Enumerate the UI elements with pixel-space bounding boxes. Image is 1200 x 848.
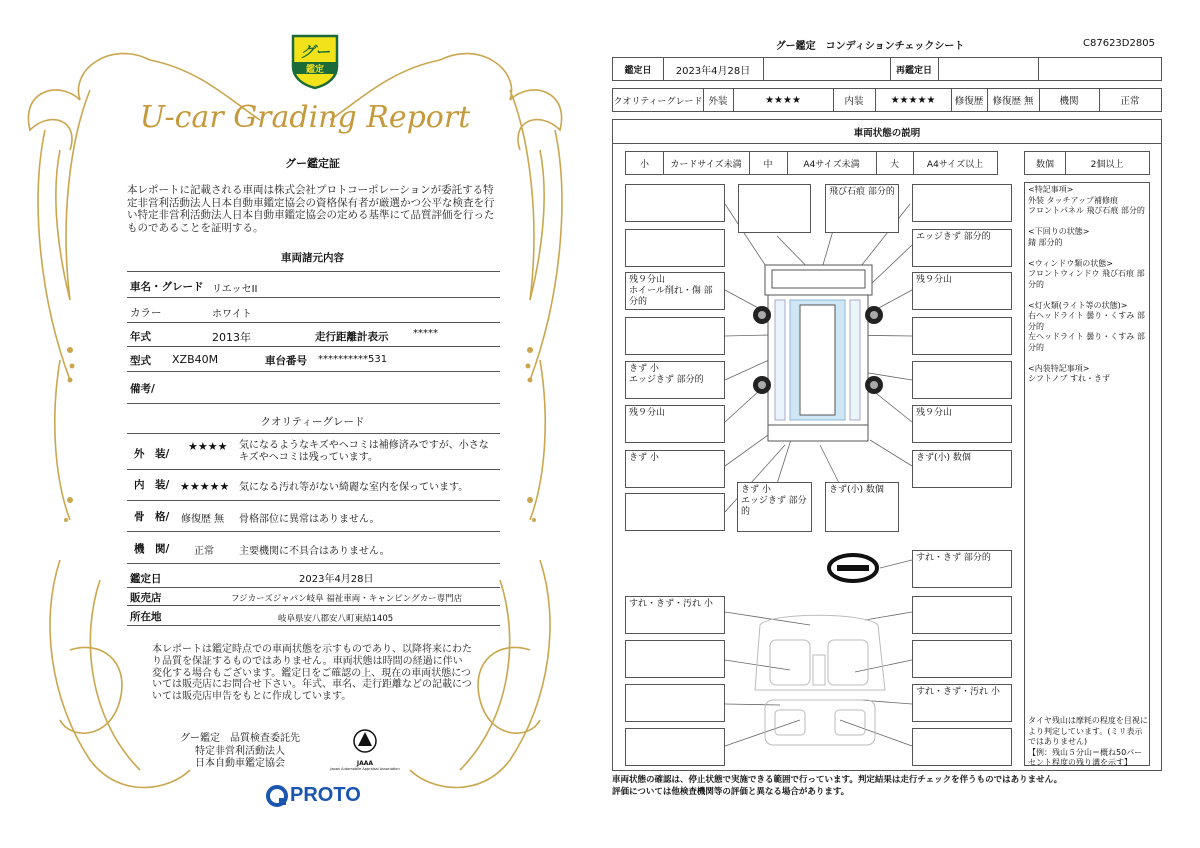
- divider: [127, 322, 500, 323]
- grade-engine-value: 正常: [1120, 96, 1140, 107]
- divider: [127, 587, 500, 588]
- appraisal-date-label: 鑑定日: [130, 573, 162, 585]
- address-value: 岐阜県安八郡安八町東結1405: [278, 614, 394, 624]
- proto-logo: [266, 784, 361, 807]
- divider: [127, 271, 500, 272]
- divider: [127, 371, 500, 372]
- divider: [127, 403, 500, 404]
- damage-box: [625, 640, 725, 678]
- footer-line: 特定非営利活動法人: [195, 745, 285, 757]
- state-title: 車両状態の説明: [613, 120, 1161, 144]
- jaaa-name: JAAA: [356, 760, 374, 767]
- condition-check-sheet: [600, 0, 1200, 848]
- color-value: ホワイト: [212, 309, 252, 320]
- exterior-text: 気になるようなキズやヘコミは補修済みですが、小さなキズやヘコミは残っています。: [239, 440, 489, 463]
- special-notes: <特記事項> 外装 タッチアップ補修痕 フロントパネル 飛び石痕 部分的 <下回りの状態> 錆 部分的 <ウィンドウ類の状態> フロントウィンドウ 飛び石痕 部分的 <灯火類(ライト等の状態)> 右ヘッドライト 曇り・くすみ 部分的 左ヘッドライト 曇り・くすみ 部分的 <内装特記事項> シフトノブ すれ・きず: [1028, 185, 1145, 383]
- legend-small-desc: カードサイズ未満: [670, 159, 742, 170]
- divider: [127, 563, 500, 564]
- dealer-label: 販売店: [130, 592, 162, 604]
- year-value: 2013年: [212, 331, 251, 344]
- exterior-stars: ★★★★: [188, 440, 228, 453]
- notes-column: [1024, 182, 1150, 766]
- legend-large-desc: A4サイズ以上: [926, 159, 984, 170]
- divider: [127, 469, 500, 470]
- damage-box: きず 小: [625, 450, 725, 488]
- certificate-intro: 本レポートに記載される車両は株式会社プロトコーポレーションが委託する特定非営利活動法人日本自動車鑑定協会の資格保有者が厳選かつ公平な検査を行い特定非営利活動法人日本自動車鑑定協会の定める基準にて品質評価を行ったものであることを証明する。: [127, 184, 495, 234]
- damage-box: [625, 317, 725, 355]
- grade-int-label: 内装: [844, 96, 864, 107]
- damage-box: エッジきず 部分的: [912, 229, 1012, 267]
- sheet-footer-1: 車両状態の確認は、停止状態で実施できる範囲で行っています。判定結果は走行チェックを伴うものではありません。: [612, 775, 1063, 785]
- quality-title: クオリティーグレード: [260, 416, 365, 428]
- name-label: 車名・グレード: [130, 281, 204, 293]
- damage-box: [912, 184, 1012, 222]
- odometer-label: 走行距離計表示: [315, 331, 389, 343]
- badge-top-text: グー: [299, 43, 330, 61]
- footer-line: 日本自動車鑑定協会: [195, 758, 285, 769]
- footer-line: グー鑑定 品質検査委託先: [180, 733, 300, 744]
- frame-text: 骨格部位に異常はありません。: [239, 514, 380, 525]
- divider: [127, 500, 500, 501]
- sheet-footer-2: 評価については他検査機関等の評価と異なる場合があります。: [612, 787, 850, 797]
- dealer-name: フジカーズジャパン岐阜 福祉車両・キャンピングカー専門店: [231, 594, 463, 604]
- tire-note: タイヤ残山は摩耗の程度を目視により判定しています。(ミリ表示ではありません) 【例：残山５分山＝概ね50パーセント程度の残り溝を示す】: [1028, 716, 1148, 767]
- grade-repair-label: 修復歴: [954, 96, 984, 107]
- grade-repair-value: 修復歴 無: [992, 96, 1034, 107]
- damage-box: すれ・きず・汚れ 小: [912, 684, 1012, 722]
- divider: [127, 531, 500, 532]
- date-value: 2023年4月28日: [675, 65, 751, 77]
- footer-org: [165, 733, 315, 771]
- goo-appraisal-badge: [287, 32, 343, 90]
- name-value: リエッセII: [212, 284, 258, 295]
- legend-count: 数個: [1035, 159, 1054, 170]
- damage-box: すれ・きず・汚れ 小: [625, 596, 725, 634]
- divider: [127, 625, 500, 626]
- damage-box: [625, 229, 725, 267]
- legend-mid-desc: A4サイズ未満: [803, 159, 860, 170]
- divider: [127, 346, 500, 347]
- damage-box: [912, 728, 1012, 766]
- damage-box: [625, 684, 725, 722]
- damage-box: 残９分山: [912, 405, 1012, 443]
- damage-box: [912, 596, 1012, 634]
- color-label: カラー: [130, 307, 162, 319]
- damage-box: [738, 184, 811, 233]
- steering-wheel-icon: [829, 555, 877, 581]
- address-label: 所在地: [130, 611, 162, 623]
- grade-engine-label: 機関: [1059, 96, 1079, 107]
- interior-label: 内 装/: [134, 479, 170, 491]
- sheet-title: グー鑑定 コンディションチェックシート: [775, 41, 965, 52]
- remarks-label: 備考/: [130, 383, 155, 395]
- divider: [127, 605, 500, 606]
- legend-small: 小: [639, 159, 649, 170]
- frame-label: 骨 格/: [134, 511, 170, 523]
- interior-stars: ★★★★★: [180, 480, 230, 493]
- damage-box: きず(小) 数個: [912, 450, 1012, 488]
- disclaimer: 本レポートは鑑定時点での車両状態を示すものであり、以降将来にわたり品質を保証するものではありません。車両状態は時間の経過に伴い変化する場合もございます。鑑定日をご確認の上、現在の車両状態については販売店にお問合せ下さい。年式、車名、走行距離などの記載については販売店申告をもとに作成しています。: [152, 644, 472, 703]
- model-value: XZB40M: [172, 353, 219, 366]
- grade-label: クオリティーグレード: [613, 96, 703, 107]
- script-title: U-car Grading Report: [139, 100, 471, 135]
- engine-value: 正常: [194, 546, 214, 557]
- grade-int-stars: ★★★★★: [890, 94, 936, 106]
- damage-box: 残９分山: [912, 272, 1012, 310]
- jaaa-emblem-icon: [352, 728, 378, 756]
- proto-wordmark: PROTO: [290, 784, 361, 806]
- legend-mid: 中: [763, 159, 773, 170]
- odometer-value: *****: [413, 328, 438, 339]
- damage-box: 残９分山 ホイール削れ・傷 部分的: [625, 272, 725, 310]
- interior-text: 気になる汚れ等がない綺麗な室内を保っています。: [239, 482, 469, 493]
- engine-text: 主要機関に不具合はありません。: [239, 546, 390, 557]
- damage-box: 飛び石痕 部分的: [825, 184, 899, 233]
- date-label: 鑑定日: [624, 65, 652, 76]
- certificate-heading: グー鑑定証: [285, 157, 340, 170]
- exterior-label: 外 装/: [134, 448, 170, 460]
- year-label: 年式: [130, 331, 151, 343]
- engine-label: 機 関/: [134, 543, 170, 555]
- reappraisal-label: 再鑑定日: [895, 65, 932, 76]
- frame-value: 修復歴 無: [181, 514, 225, 525]
- divider: [127, 297, 500, 298]
- legend-large: 大: [889, 159, 899, 170]
- grade-ext-stars: ★★★★: [765, 94, 801, 106]
- damage-box: [625, 493, 725, 531]
- damage-box: [625, 728, 725, 766]
- badge-bottom-text: 鑑定: [305, 65, 324, 75]
- damage-box: きず 小 エッジきず 部分的: [625, 361, 725, 399]
- grade-ext-label: 外装: [708, 96, 728, 107]
- chassis-label: 車台番号: [265, 355, 307, 367]
- model-label: 型式: [130, 355, 151, 367]
- divider: [127, 433, 500, 434]
- damage-box: 残９分山: [625, 405, 725, 443]
- damage-box: きず 小 エッジきず 部分的: [737, 482, 812, 532]
- damage-box: [912, 317, 1012, 355]
- jaaa-sub: Japan Automobile Appraisal Association: [330, 767, 400, 771]
- appraisal-date: 2023年4月28日: [299, 574, 374, 585]
- sheet-code: C87623D2805: [1083, 38, 1155, 49]
- legend-count-desc: 2個以上: [1090, 159, 1124, 170]
- damage-box: すれ・きず 部分的: [912, 550, 1012, 588]
- damage-box: きず(小) 数個: [825, 482, 899, 532]
- proto-mark-icon: [266, 785, 288, 807]
- damage-box: [912, 361, 1012, 399]
- damage-box: [625, 184, 725, 222]
- spec-title: 車両諸元内容: [281, 252, 344, 264]
- chassis-value: **********531: [318, 354, 388, 365]
- jaaa-logo: [330, 728, 400, 771]
- damage-box: [912, 640, 1012, 678]
